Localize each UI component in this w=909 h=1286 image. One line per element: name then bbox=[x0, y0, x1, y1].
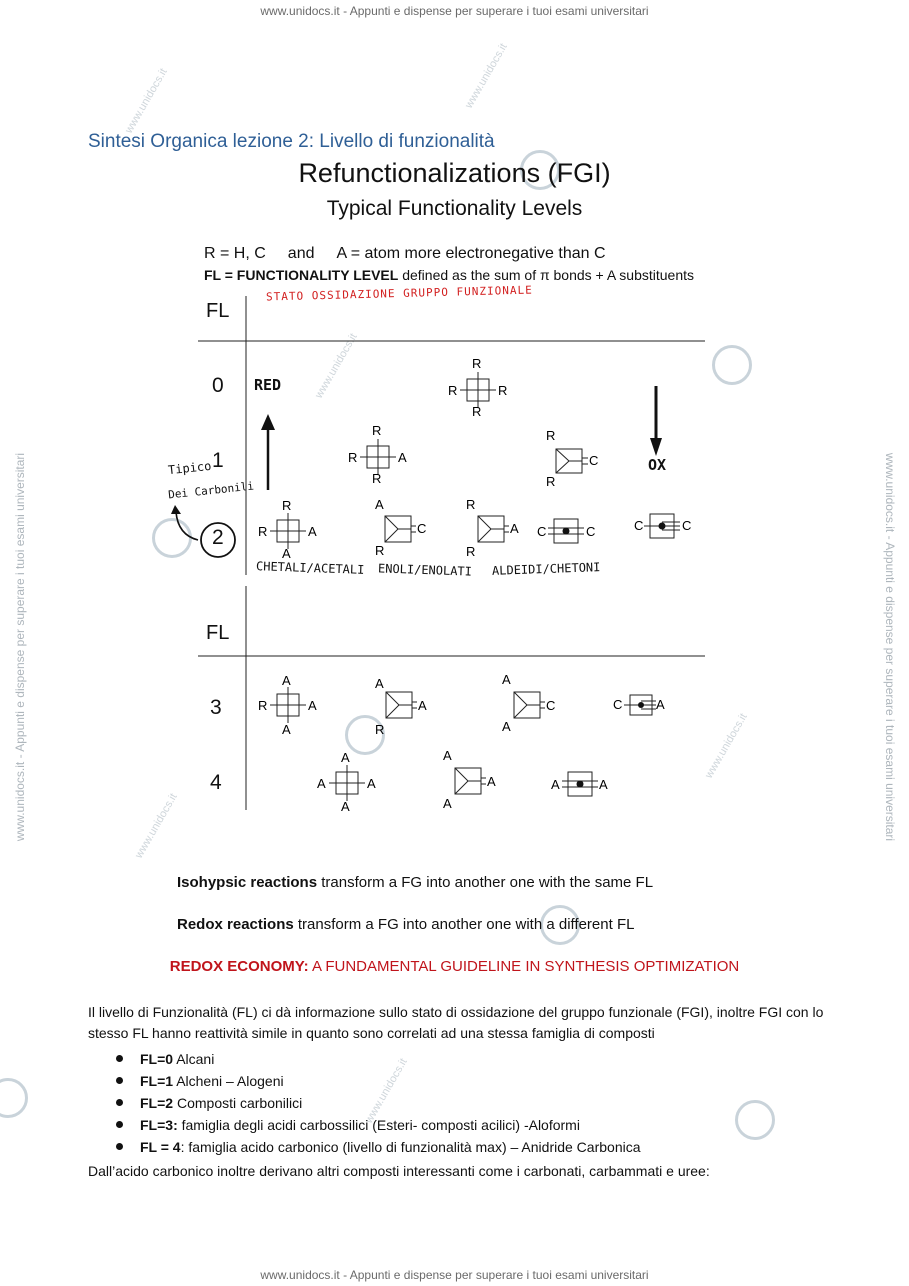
watermark-diagonal: www.unidocs.it bbox=[702, 711, 750, 781]
list-item-bold: FL=2 bbox=[140, 1095, 174, 1111]
level-label: 1 bbox=[212, 449, 224, 472]
svg-text:R: R bbox=[498, 383, 508, 398]
redox-note bbox=[177, 916, 634, 933]
svg-text:C: C bbox=[682, 518, 692, 533]
watermark-side-left: www.unidocs.it - Appunti e dispense per superare i tuoi esami universitari bbox=[13, 452, 27, 842]
structure-fl4-b bbox=[443, 748, 496, 811]
handwritten-enoli: ENOLI/ENOLATI bbox=[377, 561, 473, 579]
level-label: 0 bbox=[212, 374, 224, 397]
watermark-diagonal: www.unidocs.it bbox=[462, 41, 510, 111]
handwritten-carbonili: Dei Carbonili bbox=[167, 479, 255, 502]
svg-text:A: A bbox=[375, 676, 384, 691]
svg-text:A: A bbox=[282, 546, 291, 561]
svg-text:C: C bbox=[613, 697, 623, 712]
structure-fl2-c bbox=[466, 497, 519, 559]
svg-text:A: A bbox=[398, 450, 407, 465]
redox-rest: transform a FG into another one with a different FL bbox=[293, 916, 635, 933]
svg-text:R: R bbox=[375, 722, 385, 737]
list-item bbox=[112, 1136, 641, 1158]
svg-text:A: A bbox=[502, 719, 511, 734]
svg-text:C: C bbox=[634, 518, 644, 533]
list-item-bold: FL=0 bbox=[140, 1051, 174, 1067]
svg-text:R: R bbox=[375, 543, 385, 558]
watermark-side-right: www.unidocs.it - Appunti e dispense per superare i tuoi esami universitari bbox=[883, 452, 897, 842]
fl-list bbox=[112, 1048, 641, 1158]
watermark-banner-bottom: www.unidocs.it - Appunti e dispense per superare i tuoi esami universitari bbox=[260, 1268, 649, 1282]
svg-text:A: A bbox=[341, 750, 350, 765]
def-a: A = atom more electronegative than C bbox=[336, 245, 606, 262]
list-item bbox=[112, 1048, 641, 1070]
table-header-fl: FL bbox=[206, 300, 230, 322]
list-item bbox=[112, 1092, 641, 1114]
svg-text:R: R bbox=[472, 356, 482, 371]
svg-text:R: R bbox=[258, 524, 268, 539]
level-label: 4 bbox=[210, 771, 222, 794]
structure-fl3-c bbox=[502, 672, 555, 734]
handwritten-tipico: Tipico bbox=[167, 458, 212, 478]
slide-title: Refunctionalizations (FGI) bbox=[298, 158, 611, 188]
watermark-diagonal: www.unidocs.it bbox=[122, 66, 170, 136]
svg-text:A: A bbox=[282, 722, 291, 737]
table-header-fl: FL bbox=[206, 622, 230, 644]
level-label: 2 bbox=[212, 526, 224, 549]
structure-fl3-a bbox=[258, 673, 317, 737]
svg-text:A: A bbox=[375, 497, 384, 512]
watermark-diagonal: www.unidocs.it bbox=[312, 331, 360, 401]
redox-economy-rest: A FUNDAMENTAL GUIDELINE IN SYNTHESIS OPTIMIZATION bbox=[308, 958, 740, 975]
isohypsic-rest: transform a FG into another one with the same FL bbox=[317, 874, 654, 891]
svg-text:R: R bbox=[372, 423, 382, 438]
structure-fl4-a bbox=[317, 750, 376, 814]
list-item-text: Alcheni – Alogeni bbox=[173, 1073, 284, 1089]
svg-text:R: R bbox=[466, 497, 476, 512]
structure-fl1-a bbox=[348, 423, 407, 486]
def-r: R = H, C bbox=[204, 245, 266, 262]
svg-text:R: R bbox=[372, 471, 382, 486]
svg-text:R: R bbox=[546, 474, 556, 489]
structure-fl2-e bbox=[634, 514, 691, 538]
handwritten-red: RED bbox=[254, 376, 282, 394]
svg-text:A: A bbox=[308, 524, 317, 539]
slide-subtitle: Typical Functionality Levels bbox=[326, 197, 583, 220]
structure-fl2-b bbox=[375, 497, 426, 558]
redox-bold: Redox reactions bbox=[177, 916, 294, 933]
list-item bbox=[112, 1070, 641, 1092]
list-item-text: Composti carbonilici bbox=[173, 1095, 303, 1111]
svg-text:A: A bbox=[317, 776, 326, 791]
svg-text:R: R bbox=[448, 383, 458, 398]
handwritten-note-red: STATO OSSIDAZIONE GRUPPO FUNZIONALE bbox=[265, 283, 533, 304]
svg-text:A: A bbox=[551, 777, 560, 792]
handwritten-chetali: CHETALI/ACETALI bbox=[255, 559, 365, 577]
svg-text:R: R bbox=[546, 428, 556, 443]
list-item-bold: FL=3: bbox=[140, 1117, 178, 1133]
page-header: Sintesi Organica lezione 2: Livello di funzionalità bbox=[88, 131, 495, 152]
final-paragraph: Dall’acido carbonico inoltre derivano altri composti interessanti come i carbonati, carbammati e uree: bbox=[88, 1163, 710, 1179]
svg-text:A: A bbox=[443, 796, 452, 811]
body-paragraph: Il livello di Funzionalità (FL) ci dà informazione sullo stato di ossidazione del gruppo funzionale (FGI), inoltre FGI con lo stesso FL hanno reattività simile in quanto sono correlati ad una stessa famiglia di composti bbox=[88, 1004, 824, 1041]
svg-text:A: A bbox=[308, 698, 317, 713]
reduction-arrowhead bbox=[261, 414, 275, 430]
svg-text:R: R bbox=[282, 498, 292, 513]
list-item-bold: FL=1 bbox=[140, 1073, 174, 1089]
svg-text:C: C bbox=[586, 524, 596, 539]
oxidation-arrowhead bbox=[650, 438, 662, 456]
fl-def: defined as the sum of π bonds + A substituents bbox=[398, 267, 695, 283]
level-label: 3 bbox=[210, 696, 222, 719]
structure-fl3-d bbox=[613, 695, 665, 715]
svg-text:A: A bbox=[341, 799, 350, 814]
structure-fl2-d bbox=[537, 519, 595, 543]
svg-text:A: A bbox=[418, 698, 427, 713]
svg-text:A: A bbox=[656, 697, 665, 712]
list-item-text: famiglia degli acidi carbossilici (Esteri- composti acilici) -Aloformi bbox=[177, 1117, 580, 1133]
svg-text:A: A bbox=[282, 673, 291, 688]
redox-economy-bold: REDOX ECONOMY: bbox=[169, 958, 309, 975]
isohypsic-note bbox=[177, 874, 653, 891]
circled-two bbox=[201, 523, 235, 557]
structure-fl3-b bbox=[375, 676, 427, 737]
list-item bbox=[112, 1114, 641, 1136]
watermark-diagonal: www.unidocs.it bbox=[362, 1056, 410, 1126]
redox-economy bbox=[0, 958, 909, 975]
svg-text:A: A bbox=[510, 521, 519, 536]
svg-text:A: A bbox=[367, 776, 376, 791]
handwritten-aldeidi: ALDEIDI/CHETONI bbox=[491, 560, 601, 578]
list-item-bold: FL = 4 bbox=[140, 1139, 181, 1155]
structure-fl2-a bbox=[258, 498, 317, 561]
handwritten-ox: OX bbox=[648, 456, 667, 474]
structure-fl4-c bbox=[551, 772, 608, 796]
structure-fl0 bbox=[448, 356, 507, 419]
isohypsic-bold: Isohypsic reactions bbox=[177, 874, 318, 891]
svg-text:R: R bbox=[472, 404, 482, 419]
svg-text:A: A bbox=[599, 777, 608, 792]
def-and: and bbox=[287, 245, 315, 262]
svg-text:C: C bbox=[417, 521, 427, 536]
svg-text:C: C bbox=[537, 524, 547, 539]
list-item-text: : famiglia acido carbonico (livello di funzionalità max) – Anidride Carbonica bbox=[180, 1139, 641, 1155]
svg-text:A: A bbox=[502, 672, 511, 687]
svg-text:A: A bbox=[443, 748, 452, 763]
watermark-banner-top: www.unidocs.it - Appunti e dispense per superare i tuoi esami universitari bbox=[260, 4, 649, 18]
svg-text:R: R bbox=[258, 698, 268, 713]
svg-text:R: R bbox=[466, 544, 476, 559]
svg-text:C: C bbox=[589, 453, 599, 468]
svg-text:A: A bbox=[487, 774, 496, 789]
svg-text:C: C bbox=[546, 698, 556, 713]
svg-text:R: R bbox=[348, 450, 358, 465]
list-item-text: Alcani bbox=[173, 1051, 215, 1067]
watermark-diagonal: www.unidocs.it bbox=[132, 791, 180, 861]
fl-bold: FL = FUNCTIONALITY LEVEL bbox=[204, 267, 399, 283]
structure-fl1-b bbox=[546, 428, 598, 489]
